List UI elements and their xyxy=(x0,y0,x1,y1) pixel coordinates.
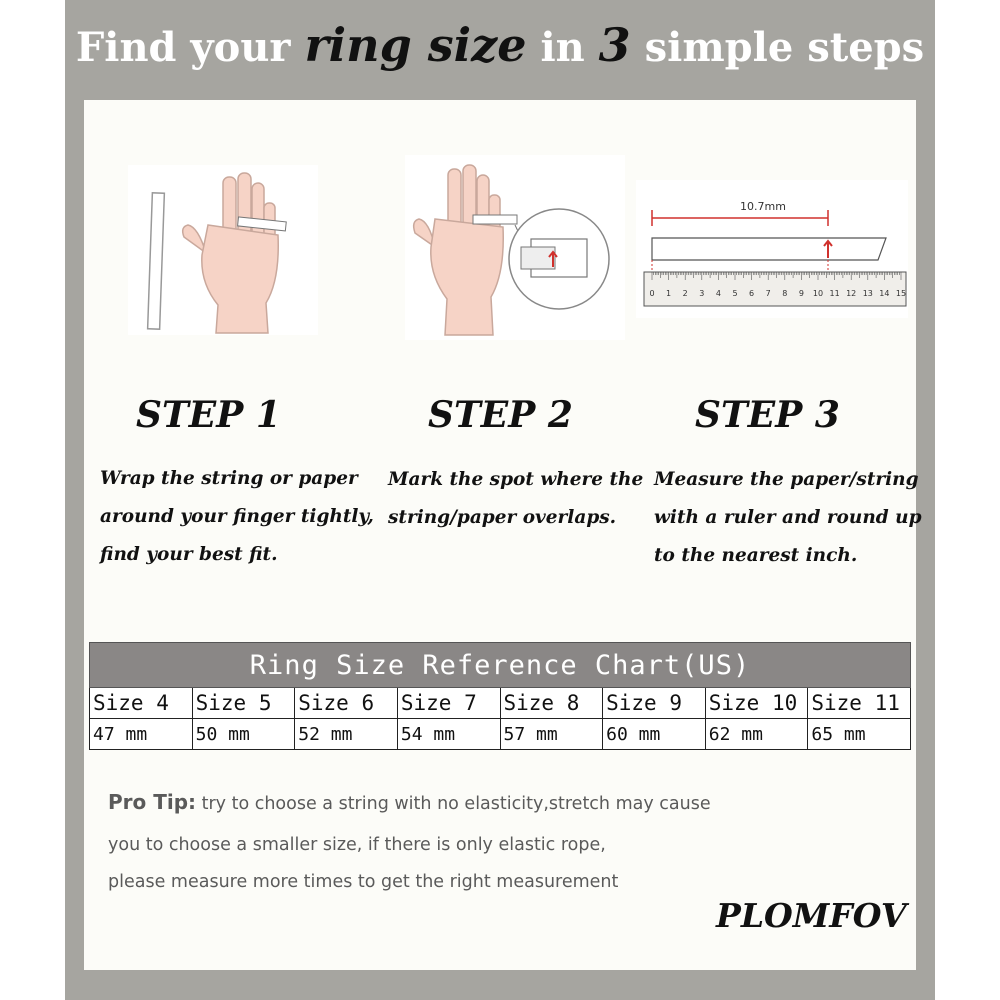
step3-line: Measure the paper/string xyxy=(654,469,919,490)
step1-illustration xyxy=(128,165,318,335)
step3-heading: STEP 3 xyxy=(695,394,840,436)
ruler-tick-label: 8 xyxy=(782,289,788,298)
size-cell: Size 8 xyxy=(500,688,603,719)
mm-cell: 65 mm xyxy=(808,719,911,750)
ruler-tick-label: 11 xyxy=(829,289,840,298)
ruler-tick-label: 7 xyxy=(765,289,771,298)
hand-mark-icon xyxy=(405,155,625,340)
brand-logo: PLOMFOV xyxy=(716,896,907,935)
size-cell: Size 4 xyxy=(90,688,193,719)
step2-illustration xyxy=(405,155,625,340)
step2-line: Mark the spot where the xyxy=(388,469,644,490)
mm-cell: 54 mm xyxy=(397,719,500,750)
step3-line: to the nearest inch. xyxy=(654,545,858,566)
ruler-tick-label: 5 xyxy=(732,289,738,298)
ruler-measure-icon xyxy=(636,180,908,318)
mm-row xyxy=(90,719,911,750)
step1-line: find your best fit. xyxy=(100,544,278,565)
step1-heading: STEP 1 xyxy=(136,394,281,436)
ruler-tick-label: 9 xyxy=(798,289,804,298)
size-cell: Size 11 xyxy=(808,688,911,719)
mm-cell: 52 mm xyxy=(295,719,398,750)
step1-line: Wrap the string or paper xyxy=(100,468,358,489)
pro-tip-line2: you to choose a smaller size, if there is only elastic rope, xyxy=(108,835,606,855)
ruler-tick-label: 13 xyxy=(862,289,873,298)
mm-cell: 47 mm xyxy=(90,719,193,750)
mm-cell: 62 mm xyxy=(705,719,808,750)
step3-illustration xyxy=(636,180,908,318)
page-title: Find your ring size in 3 simple steps xyxy=(75,18,925,72)
ruler-tick-label: 14 xyxy=(879,289,890,298)
chart-title: Ring Size Reference Chart(US) xyxy=(90,643,911,688)
pro-tip-line3: please measure more times to get the right measurement xyxy=(108,872,619,892)
size-cell: Size 6 xyxy=(295,688,398,719)
step3-description xyxy=(654,461,922,575)
ruler-tick-label: 3 xyxy=(699,289,705,298)
ruler-tick-label: 0 xyxy=(649,289,655,298)
ruler-tick-label: 12 xyxy=(846,289,857,298)
pro-tip-text: try to choose a string with no elasticity,stretch may cause xyxy=(196,794,711,814)
step3-line: with a ruler and round up xyxy=(654,507,922,528)
pro-tip-label: Pro Tip: xyxy=(108,790,197,814)
ruler-tick-label: 6 xyxy=(749,289,755,298)
step2-description xyxy=(388,461,643,537)
size-cell: Size 5 xyxy=(192,688,295,719)
step2-line: string/paper overlaps. xyxy=(388,507,617,528)
size-cell: Size 9 xyxy=(603,688,706,719)
size-row xyxy=(90,688,911,719)
svg-text:10.7mm: 10.7mm xyxy=(740,200,786,213)
ring-size-chart xyxy=(89,642,911,750)
mm-cell: 60 mm xyxy=(603,719,706,750)
mm-cell: 50 mm xyxy=(192,719,295,750)
step1-line: around your finger tightly, xyxy=(100,506,374,527)
size-cell: Size 10 xyxy=(705,688,808,719)
hand-wrap-icon xyxy=(128,165,318,335)
pro-tip-line1 xyxy=(108,790,711,814)
step1-description xyxy=(100,460,374,574)
ruler-tick-label: 10 xyxy=(812,289,824,298)
ruler-tick-label: 4 xyxy=(715,289,721,298)
ruler-tick-label: 15 xyxy=(895,289,907,298)
size-cell: Size 7 xyxy=(397,688,500,719)
ruler-tick-label: 2 xyxy=(682,289,688,298)
ruler-tick-label: 1 xyxy=(666,289,672,298)
step2-heading: STEP 2 xyxy=(428,394,573,436)
mm-cell: 57 mm xyxy=(500,719,603,750)
